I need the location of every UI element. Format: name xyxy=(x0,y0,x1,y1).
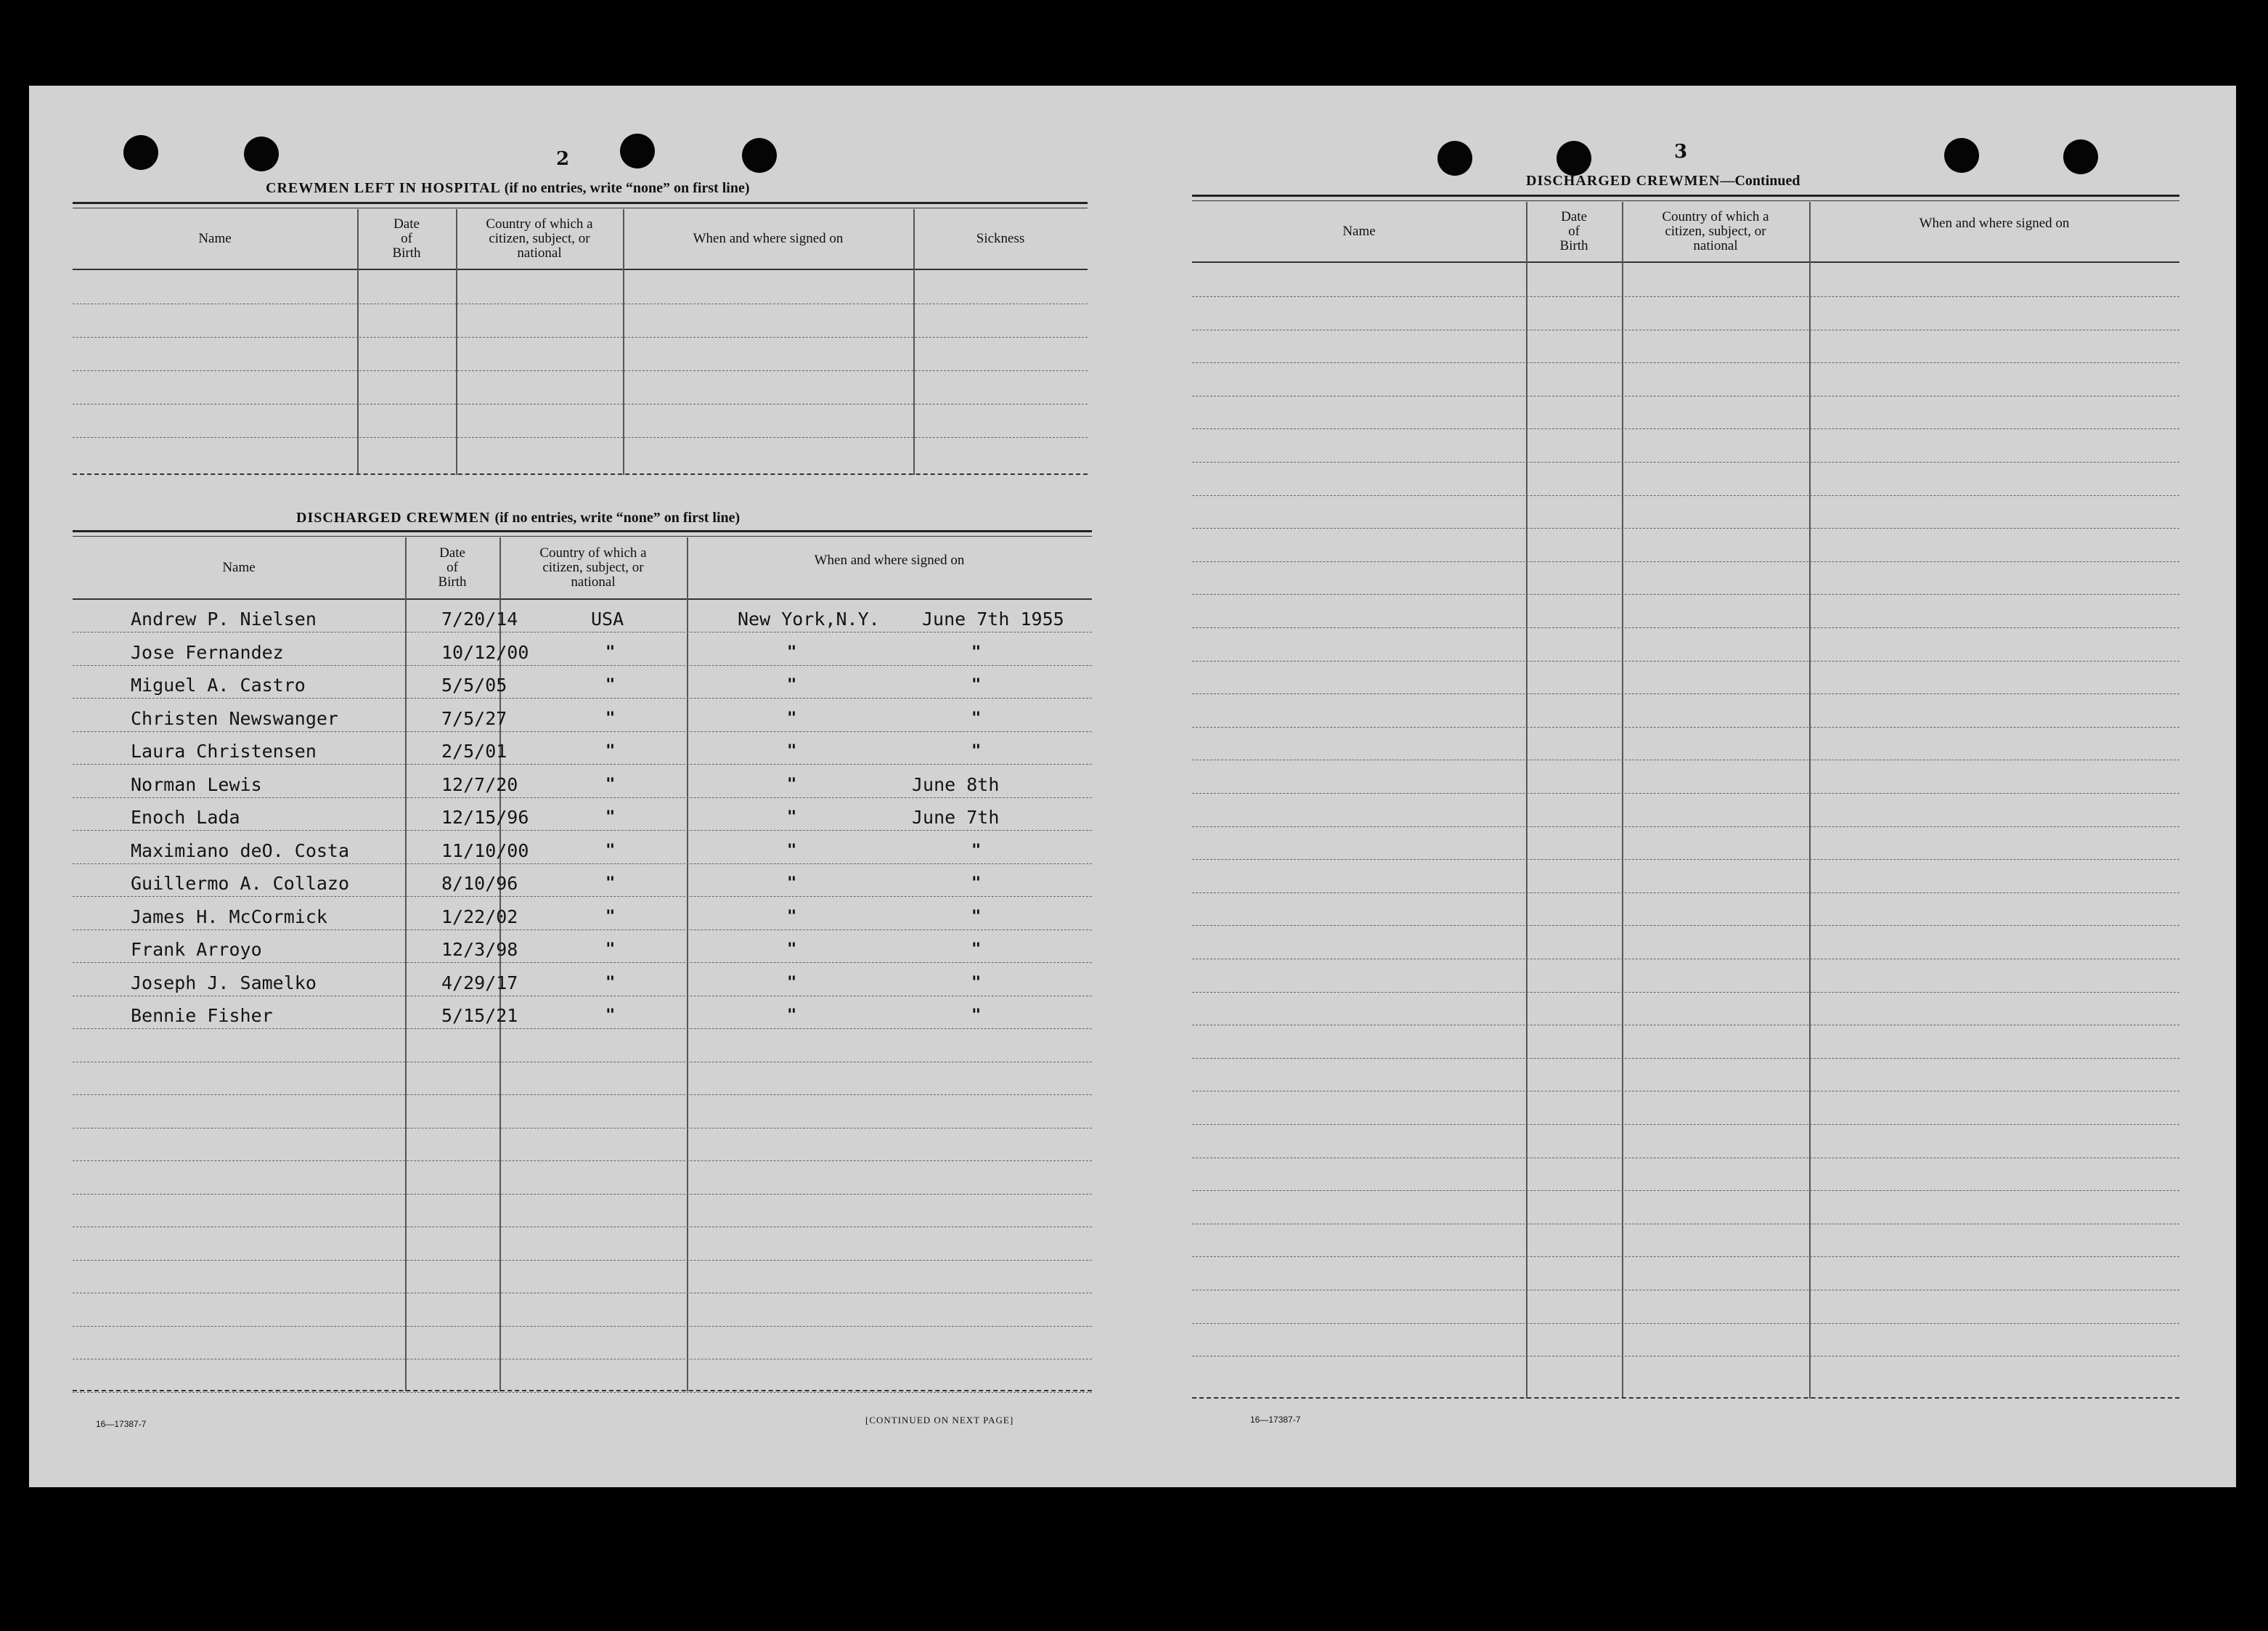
row-line xyxy=(1192,1356,2179,1357)
row-line xyxy=(1192,826,2179,827)
crew-name: Joseph J. Samelko xyxy=(131,972,317,993)
row-line xyxy=(73,797,1092,798)
punch-hole xyxy=(742,138,777,173)
row-line xyxy=(1192,793,2179,794)
crew-country: USA xyxy=(591,609,624,630)
header-signed-on: When and where signed on xyxy=(1919,216,2070,231)
row-line xyxy=(1192,627,2179,628)
punch-hole xyxy=(1557,141,1591,176)
crew-signed-date: June 7th xyxy=(912,807,1000,828)
ditto-mark: " xyxy=(605,1006,616,1025)
header-name: Name xyxy=(222,560,256,575)
row-line xyxy=(1192,661,2179,662)
ditto-mark: " xyxy=(971,742,982,760)
header-country: Country of which a citizen, subject, or national xyxy=(539,545,647,590)
row-line xyxy=(73,698,1092,699)
discharged-continued-title: DISCHARGED CREWMEN—Continued xyxy=(1526,173,1800,189)
header-name: Name xyxy=(1342,224,1376,239)
ditto-mark: " xyxy=(605,808,616,826)
discharged-continued-table xyxy=(1192,195,2179,1429)
ditto-mark: " xyxy=(787,1006,797,1025)
crew-dob: 7/5/27 xyxy=(441,707,507,729)
ditto-mark: " xyxy=(605,874,616,892)
ditto-mark: " xyxy=(787,973,797,992)
discharged-table xyxy=(73,530,1092,1423)
ditto-mark: " xyxy=(971,1006,982,1025)
row-line xyxy=(1192,892,2179,893)
row-line xyxy=(73,665,1092,666)
crew-dob: 10/12/00 xyxy=(441,641,529,663)
crew-signed-date: June 8th xyxy=(912,773,1000,795)
header-dob: Date of Birth xyxy=(392,216,421,261)
punch-hole xyxy=(244,137,279,171)
ditto-mark: " xyxy=(605,742,616,760)
row-line xyxy=(1192,428,2179,429)
crew-dob: 12/3/98 xyxy=(441,939,518,960)
ditto-mark: " xyxy=(605,940,616,959)
crew-name: Maximiano deO. Costa xyxy=(131,839,350,861)
row-line xyxy=(1192,561,2179,562)
ditto-mark: " xyxy=(787,709,797,728)
crew-name: Norman Lewis xyxy=(131,773,262,795)
crew-signed-date: June 7th 1955 xyxy=(922,609,1064,630)
ditto-mark: " xyxy=(971,709,982,728)
row-line xyxy=(73,962,1092,963)
row-line xyxy=(1192,992,2179,993)
ditto-mark: " xyxy=(605,643,616,662)
form-number: 16—17387-7 xyxy=(96,1419,147,1429)
crew-name: Enoch Lada xyxy=(131,807,240,828)
row-line xyxy=(1192,727,2179,728)
ditto-mark: " xyxy=(971,841,982,860)
ditto-mark: " xyxy=(971,643,982,662)
row-line xyxy=(1192,462,2179,463)
punch-hole xyxy=(1944,138,1979,173)
left-page xyxy=(29,86,1140,1487)
ditto-mark: " xyxy=(787,676,797,694)
crew-name: Frank Arroyo xyxy=(131,939,262,960)
crew-name: James H. McCormick xyxy=(131,906,327,927)
row-line xyxy=(73,731,1092,732)
form-number: 16—17387-7 xyxy=(1250,1415,1301,1425)
header-country: Country of which a citizen, subject, or national xyxy=(1662,209,1769,253)
row-line xyxy=(1192,859,2179,860)
header-signed-on: When and where signed on xyxy=(814,553,965,568)
crew-dob: 7/20/14 xyxy=(441,609,518,630)
row-line xyxy=(1192,1190,2179,1191)
right-page xyxy=(1162,86,2236,1487)
ditto-mark: " xyxy=(605,775,616,794)
header-country: Country of which a citizen, subject, or national xyxy=(486,216,593,261)
ditto-mark: " xyxy=(971,874,982,892)
discharged-section-title: DISCHARGED CREWMEN (if no entries, write “none” on first line) xyxy=(296,510,741,526)
punch-hole xyxy=(1437,141,1472,176)
punch-hole xyxy=(2063,139,2098,174)
row-line xyxy=(1192,528,2179,529)
ditto-mark: " xyxy=(605,676,616,694)
crew-dob: 4/29/17 xyxy=(441,972,518,993)
crew-dob: 2/5/01 xyxy=(441,741,507,762)
page-number: 3 xyxy=(1674,141,1688,163)
row-line xyxy=(1192,1323,2179,1324)
crew-name: Guillermo A. Collazo xyxy=(131,873,350,894)
crew-dob: 12/7/20 xyxy=(441,773,518,795)
punch-hole xyxy=(620,134,655,168)
row-line xyxy=(73,632,1092,633)
header-dob: Date of Birth xyxy=(1559,209,1588,253)
crew-name: Bennie Fisher xyxy=(131,1005,273,1026)
ditto-mark: " xyxy=(787,643,797,662)
row-line xyxy=(73,1094,1092,1095)
ditto-mark: " xyxy=(787,775,797,794)
ditto-mark: " xyxy=(971,973,982,992)
row-line xyxy=(1192,362,2179,363)
page-number: 2 xyxy=(556,148,570,170)
ditto-mark: " xyxy=(787,808,797,826)
row-line xyxy=(73,1326,1092,1327)
ditto-mark: " xyxy=(787,742,797,760)
row-line xyxy=(1192,1058,2179,1059)
crew-dob: 5/15/21 xyxy=(441,1005,518,1026)
row-line xyxy=(1192,1124,2179,1125)
header-signed-on: When and where signed on xyxy=(693,231,844,246)
ditto-mark: " xyxy=(605,709,616,728)
ditto-mark: " xyxy=(971,907,982,926)
row-line xyxy=(73,1194,1092,1195)
ditto-mark: " xyxy=(971,940,982,959)
header-sickness: Sickness xyxy=(976,231,1025,246)
crew-dob: 1/22/02 xyxy=(441,906,518,927)
document-sheet xyxy=(29,86,2236,1487)
crew-dob: 11/10/00 xyxy=(441,839,529,861)
crew-name: Miguel A. Castro xyxy=(131,675,306,696)
crew-name: Laura Christensen xyxy=(131,741,317,762)
header-name: Name xyxy=(198,231,232,246)
crew-name: Andrew P. Nielsen xyxy=(131,609,317,630)
ditto-mark: " xyxy=(787,907,797,926)
row-line xyxy=(1192,495,2179,496)
ditto-mark: " xyxy=(787,874,797,892)
row-line xyxy=(73,863,1092,864)
crew-name: Jose Fernandez xyxy=(131,641,284,663)
row-line xyxy=(73,764,1092,765)
crew-dob: 5/5/05 xyxy=(441,675,507,696)
row-line xyxy=(73,896,1092,897)
row-line xyxy=(1192,296,2179,297)
hospital-section-title: CREWMEN LEFT IN HOSPITAL (if no entries, write “none” on first line) xyxy=(266,180,750,196)
crew-signed-place: New York,N.Y. xyxy=(738,609,880,630)
row-line xyxy=(73,830,1092,831)
row-line xyxy=(1192,594,2179,595)
hospital-table xyxy=(73,202,1088,478)
crew-name: Christen Newswanger xyxy=(131,707,338,729)
header-dob: Date of Birth xyxy=(438,545,467,590)
punch-hole xyxy=(123,135,158,170)
ditto-mark: " xyxy=(605,973,616,992)
ditto-mark: " xyxy=(787,940,797,959)
ditto-mark: " xyxy=(787,841,797,860)
ditto-mark: " xyxy=(971,676,982,694)
row-line xyxy=(73,1392,1092,1393)
crew-dob: 12/15/96 xyxy=(441,807,529,828)
row-line xyxy=(73,1160,1092,1161)
continued-note: [CONTINUED ON NEXT PAGE] xyxy=(865,1415,1014,1425)
row-line xyxy=(73,1028,1092,1029)
ditto-mark: " xyxy=(605,907,616,926)
crew-dob: 8/10/96 xyxy=(441,873,518,894)
ditto-mark: " xyxy=(605,841,616,860)
row-line xyxy=(1192,1256,2179,1257)
row-line xyxy=(1192,925,2179,926)
row-line xyxy=(73,1260,1092,1261)
